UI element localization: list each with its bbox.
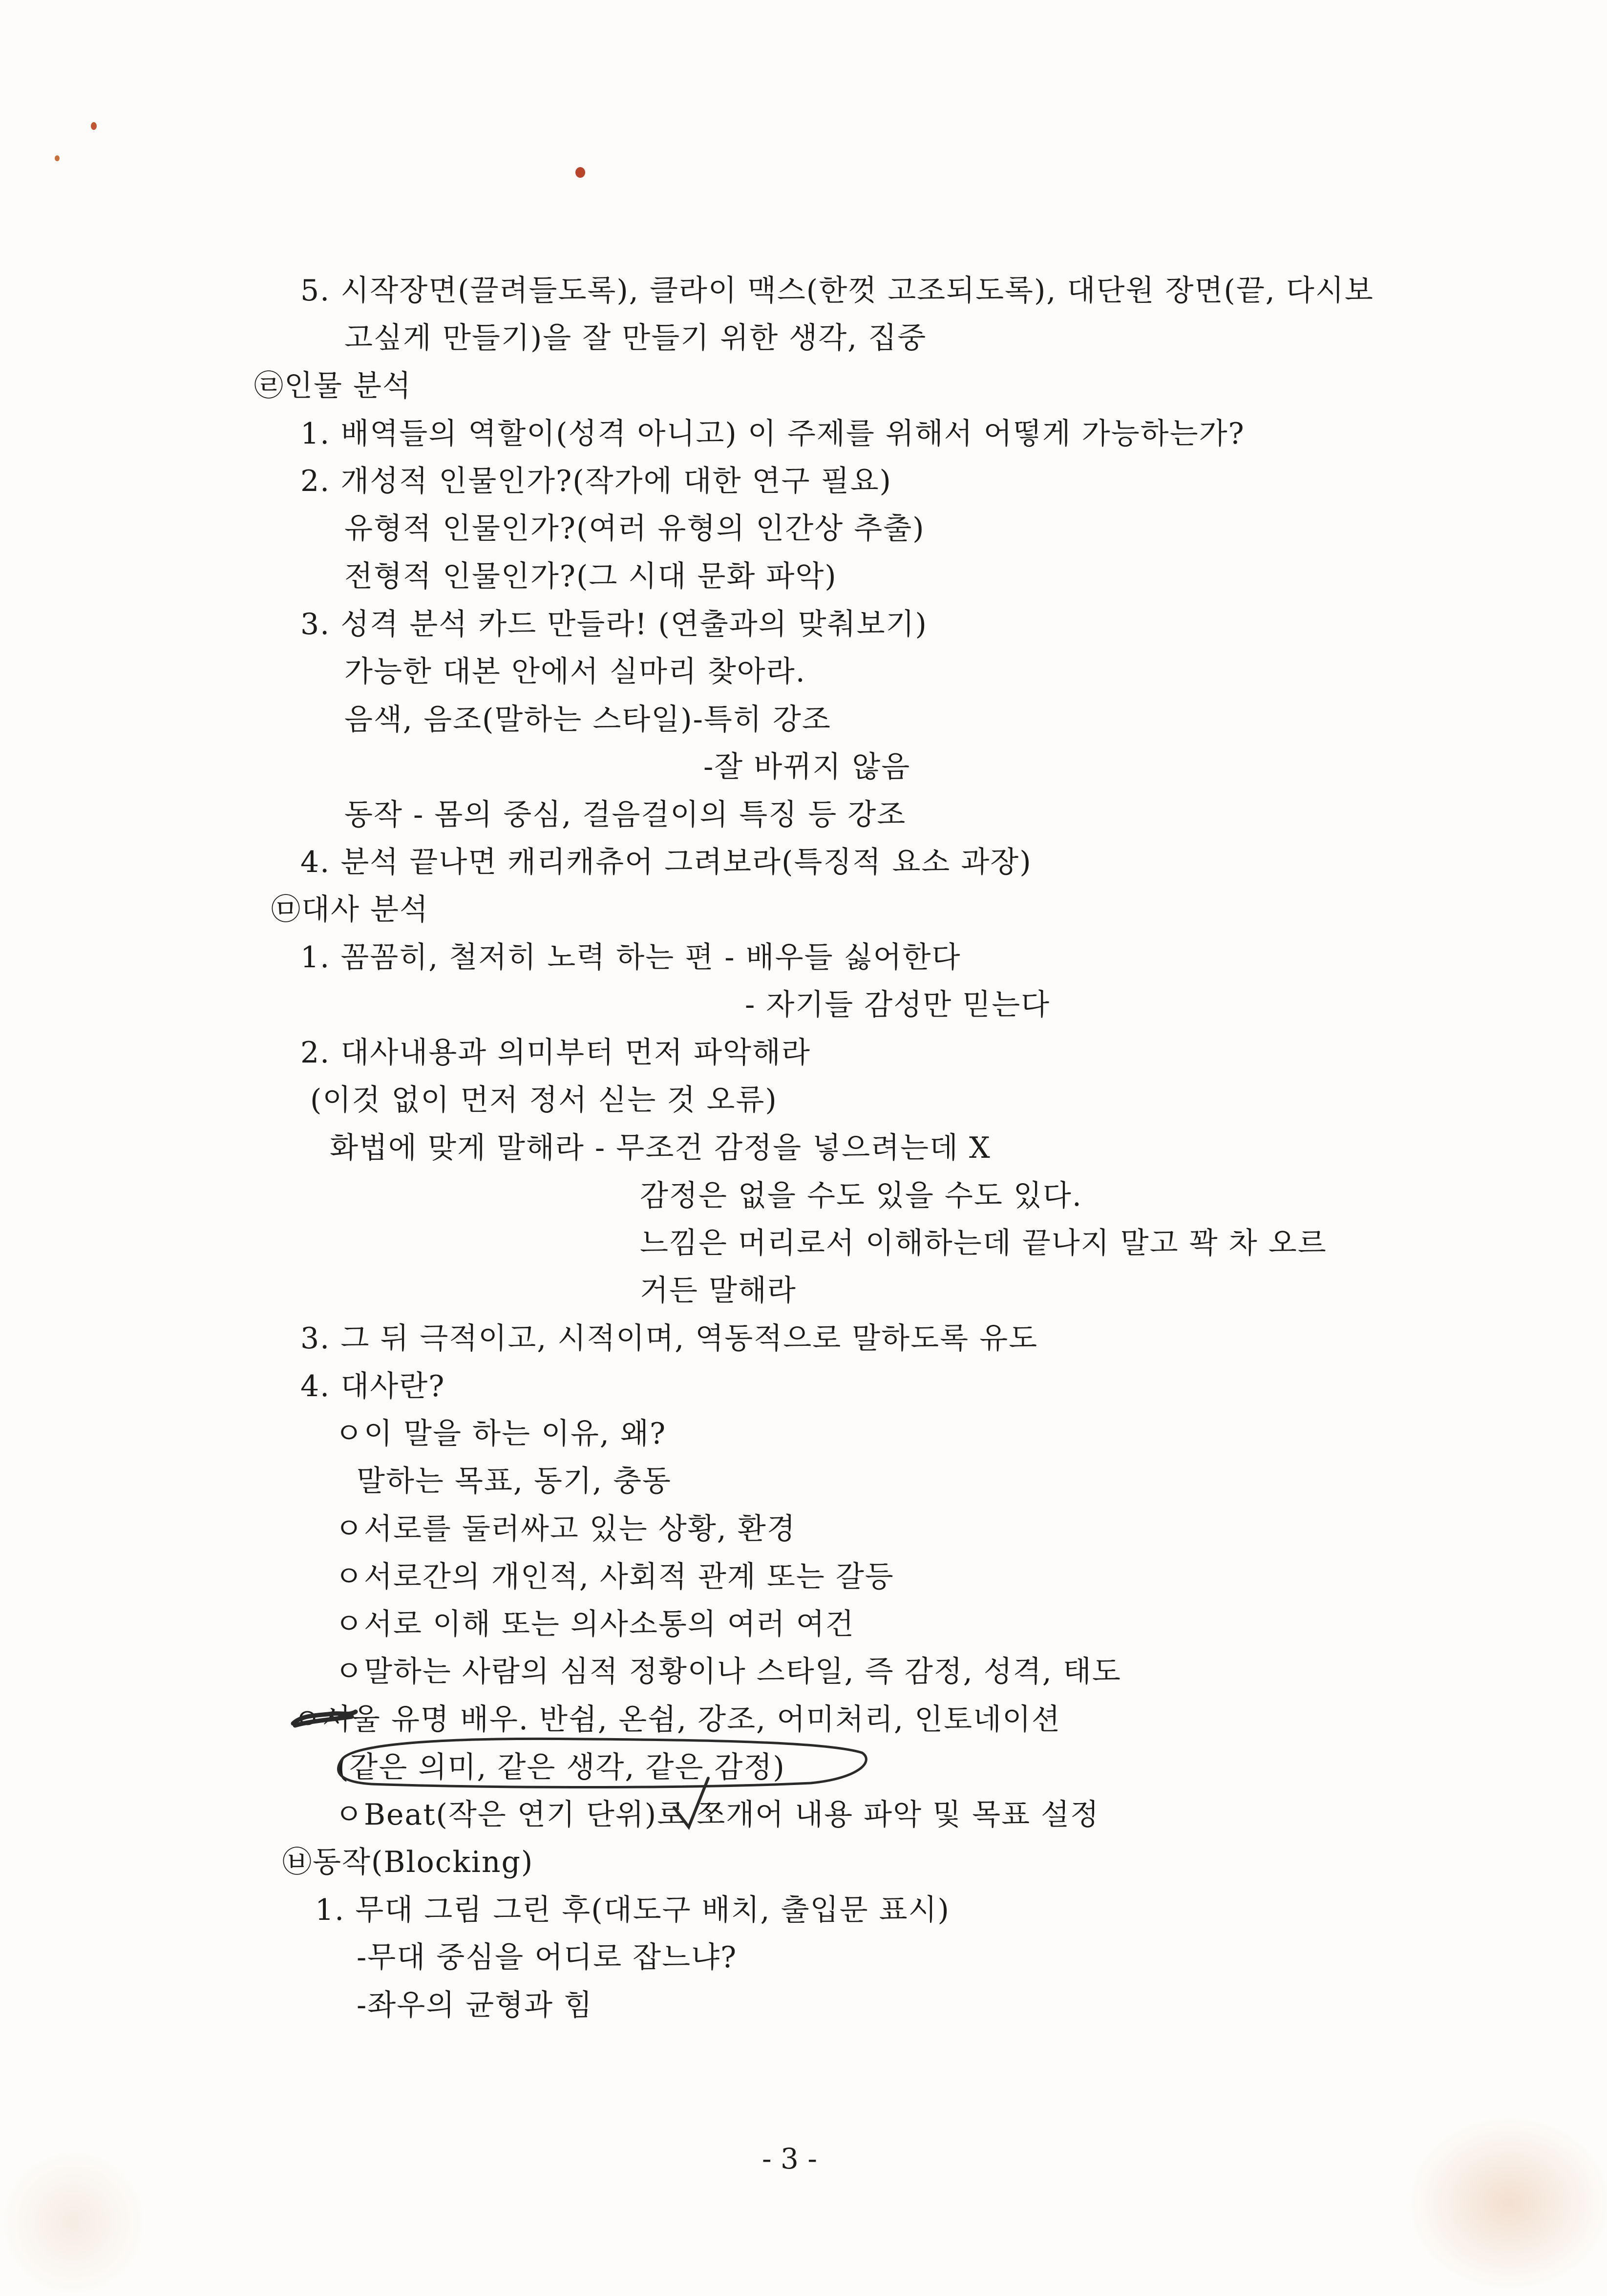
blocking-line: -무대 중심을 어디로 잡느냐? <box>357 1940 738 1975</box>
character-line: 전형적 인물인가?(그 시대 문화 파악) <box>344 559 837 594</box>
dialogue-line: 4. 대사란? <box>300 1369 445 1403</box>
dialogue-line: ㅇ서로 이해 또는 의사소통의 여러 여건 <box>335 1607 855 1641</box>
dialogue-line: 감정은 없을 수도 있을 수도 있다. <box>640 1179 1082 1213</box>
character-line: -잘 바뀌지 않음 <box>703 750 911 784</box>
character-line: 1. 배역들의 역할이(성격 아니고) 이 주제를 위해서 어떻게 가능하는가? <box>300 417 1245 451</box>
dialogue-line: 거든 말해라 <box>640 1274 797 1308</box>
section-heading-dialogue: ㉤대사 분석 <box>271 893 429 927</box>
character-line: 동작 - 몸의 중심, 걸음걸이의 특징 등 강조 <box>344 798 907 832</box>
character-line: 3. 성격 분석 카드 만들라! (연출과의 맞춰보기) <box>300 607 928 641</box>
pen-scribble <box>293 1712 356 1725</box>
dialogue-line: 화법에 맞게 말해라 - 무조건 감정을 넣으려는데 X <box>330 1131 991 1165</box>
dialogue-line: 2. 대사내용과 의미부터 먼저 파악해라 <box>300 1036 811 1070</box>
dialogue-line: ㅇ이 말을 하는 이유, 왜? <box>335 1417 667 1451</box>
dialogue-line: - 자기들 감성만 믿는다 <box>745 988 1051 1022</box>
dialogue-line: ㅇBeat(작은 연기 단위)로 쪼개어 내용 파악 및 목표 설정 <box>335 1798 1100 1832</box>
dialogue-line: ㅇ말하는 사람의 심적 정황이나 스타일, 즉 감정, 성격, 태도 <box>335 1655 1121 1689</box>
dialogue-line: (같은 의미, 같은 생각, 같은 감정) <box>337 1750 785 1785</box>
character-line: 4. 분석 끝나면 캐리캐츄어 그려보라(특징적 요소 과장) <box>300 845 1032 879</box>
dialogue-line: (이것 없이 먼저 정서 싣는 것 오류) <box>310 1083 778 1117</box>
dialogue-line: ㅇ서울 유명 배우. 반쉼, 온쉼, 강조, 어미처리, 인토네이션 <box>293 1702 1061 1737</box>
blocking-line: 1. 무대 그림 그린 후(대도구 배치, 출입문 표시) <box>315 1893 950 1927</box>
section-heading-blocking: ㉥동작(Blocking) <box>282 1845 534 1879</box>
dialogue-line: 말하는 목표, 동기, 충동 <box>357 1464 672 1498</box>
character-line: 음색, 음조(말하는 스타일)-특히 강조 <box>344 702 831 737</box>
dialogue-line: ㅇ서로를 둘러싸고 있는 상황, 환경 <box>335 1512 796 1546</box>
dialogue-line: ㅇ서로간의 개인적, 사회적 관계 또는 갈등 <box>335 1560 894 1594</box>
pen-circle <box>338 1739 867 1787</box>
dialogue-line: 3. 그 뒤 극적이고, 시적이며, 역동적으로 말하도록 유도 <box>300 1321 1038 1356</box>
character-line: 유형적 인물인가?(여러 유형의 인간상 추출) <box>344 511 925 546</box>
item-5-line2: 고싶게 만들기)을 잘 만들기 위한 생각, 집중 <box>344 321 927 355</box>
item-5-line1: 5. 시작장면(끌려들도록), 클라이 맥스(한껏 고조되도록), 대단원 장면(끝, 다시보 <box>300 274 1374 308</box>
section-heading-character: ㉣인물 분석 <box>254 369 412 403</box>
page-number: - 3 - <box>762 2142 817 2175</box>
character-line: 가능한 대본 안에서 실마리 찾아라. <box>344 655 806 689</box>
dialogue-line: 느낌은 머리로서 이해하는데 끝나지 말고 꽉 차 오르 <box>640 1226 1327 1260</box>
blocking-line: -좌우의 균형과 힘 <box>357 1988 593 2022</box>
dialogue-line: 1. 꼼꼼히, 철저히 노력 하는 편 - 배우들 싫어한다 <box>300 940 961 975</box>
character-line: 2. 개성적 인물인가?(작가에 대한 연구 필요) <box>300 464 892 498</box>
